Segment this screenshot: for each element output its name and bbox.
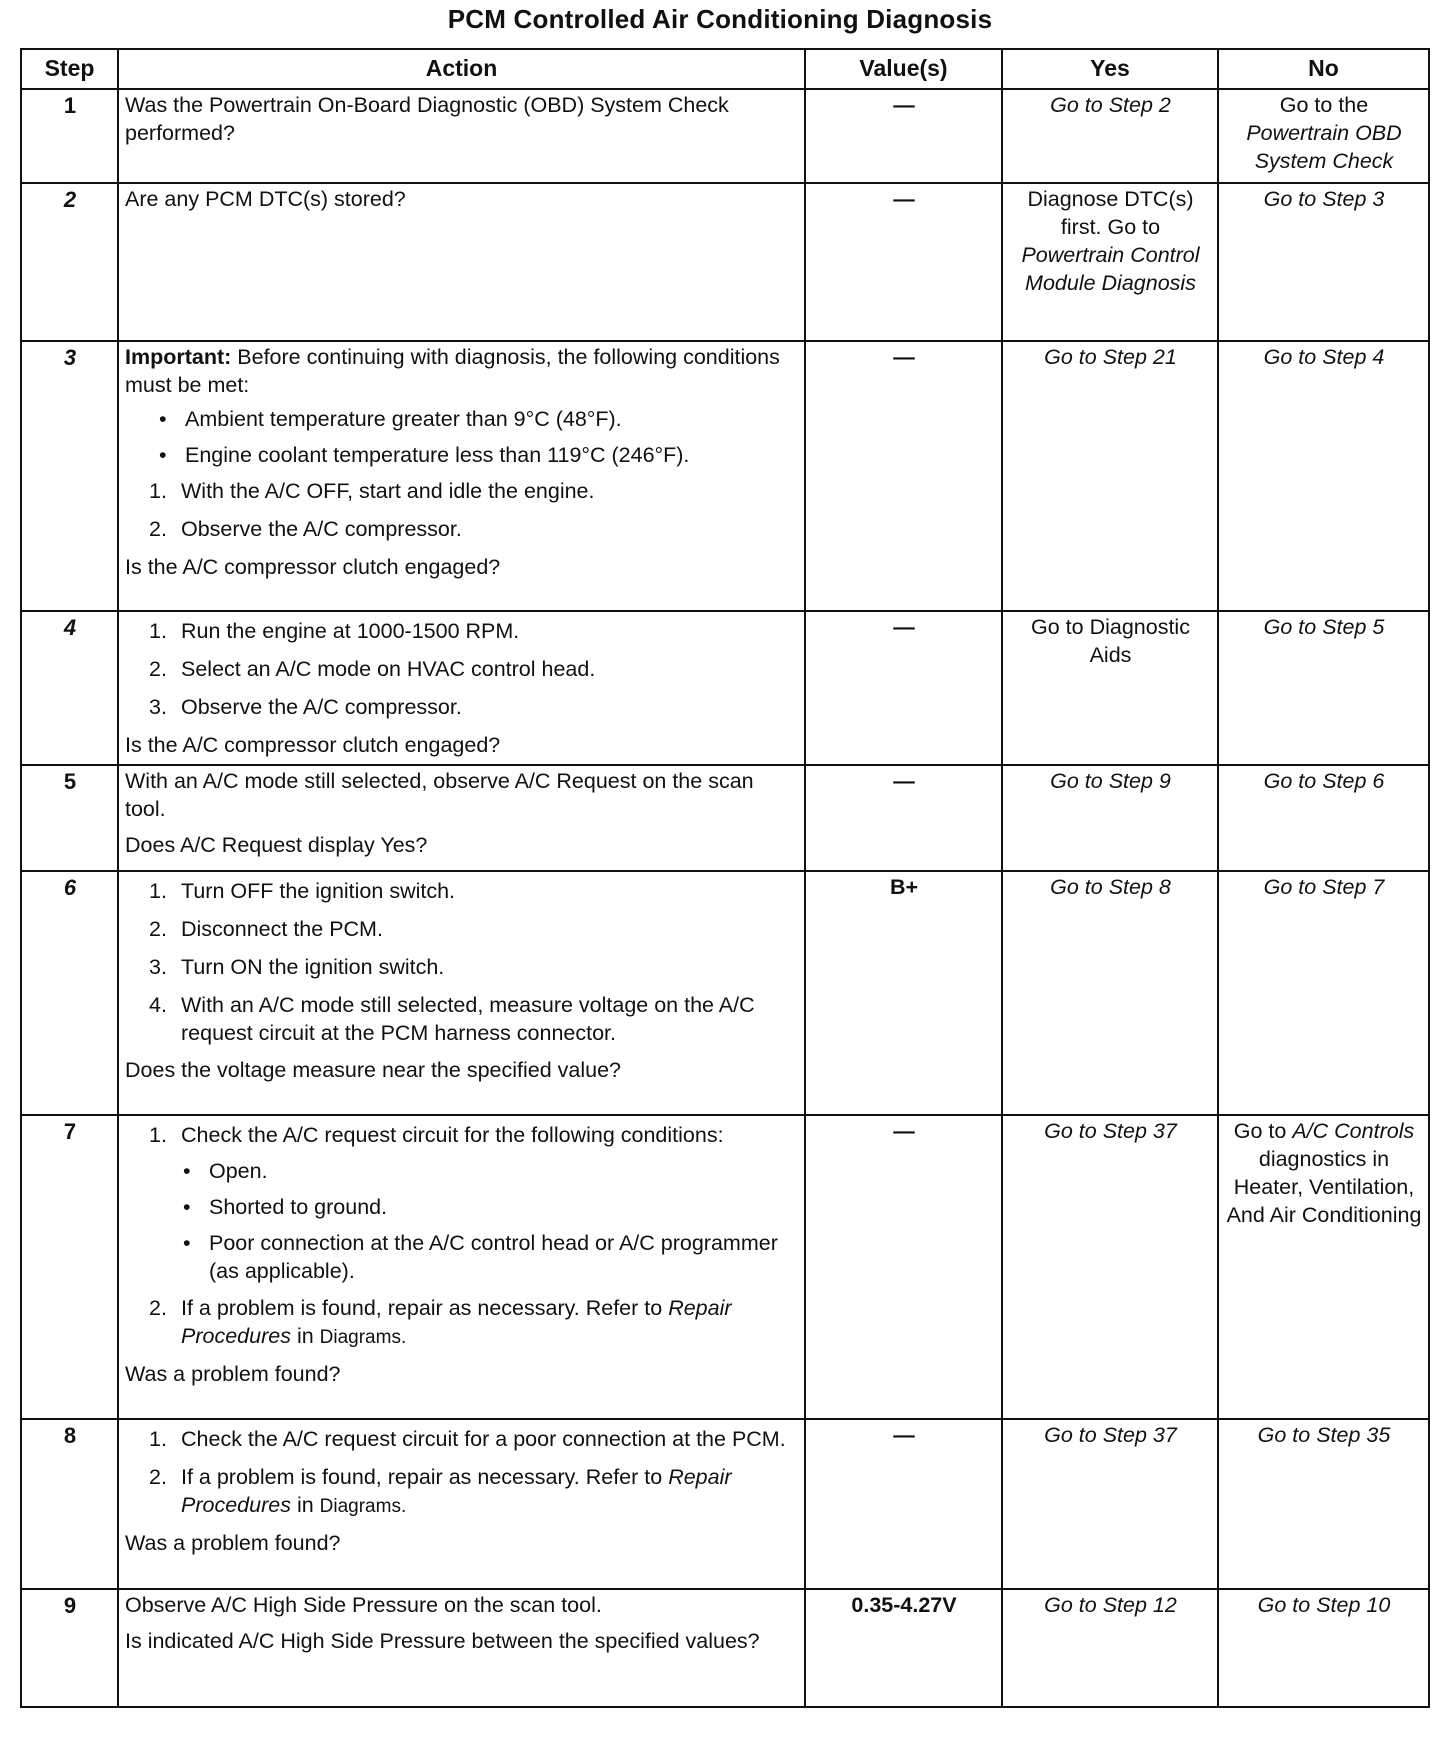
list-item: 2. If a problem is found, repair as necessary. Refer to Repair Procedures in Diagrams. <box>149 1296 732 1349</box>
procedure-text: If a problem is found, repair as necessary. Refer to <box>181 1296 663 1321</box>
no-text: Go to the <box>1279 93 1369 117</box>
action-question: Was a problem found? <box>125 1362 341 1387</box>
list-item: • Ambient temperature greater than 9°C (48°F). <box>159 406 799 434</box>
step-number: 9 <box>21 1589 118 1707</box>
no-text: Go to <box>1233 1118 1287 1143</box>
procedure-text: Turn OFF the ignition switch. <box>181 878 456 903</box>
header-action: Action <box>118 49 805 89</box>
step-number: 8 <box>21 1419 118 1589</box>
action-cell <box>118 1589 805 1707</box>
important-note <box>125 344 799 400</box>
action-cell <box>118 611 805 765</box>
action-cell <box>118 341 805 611</box>
action-question: Does A/C Request display Yes? <box>125 832 428 857</box>
step-number: 4 <box>21 611 118 765</box>
procedure-text: Check the A/C request circuit for the following conditions: <box>181 1122 724 1147</box>
no-reference: A/C Controls <box>1292 1118 1415 1143</box>
yes-cell: Go to Step 37 <box>1002 1115 1218 1419</box>
procedure-text: If a problem is found, repair as necessary. Refer to <box>181 1464 663 1489</box>
list-item: 2. Disconnect the PCM. <box>149 916 383 941</box>
table-row <box>21 341 1429 611</box>
action-question: Is the A/C compressor clutch engaged? <box>125 554 501 579</box>
yes-cell: Go to Step 12 <box>1002 1589 1218 1707</box>
value-cell: — <box>805 611 1002 765</box>
yes-cell: Go to Step 21 <box>1002 341 1218 611</box>
action-text: Are any PCM DTC(s) stored? <box>125 187 406 211</box>
value-cell: — <box>805 183 1002 341</box>
action-text: With an A/C mode still selected, observe A/C Request on the scan tool. <box>125 768 754 821</box>
condition-list <box>181 1158 799 1286</box>
table-row <box>21 183 1429 341</box>
list-item: • Shorted to ground. <box>181 1194 799 1222</box>
action-question: Is indicated A/C High Side Pressure between the specified values? <box>125 1628 760 1653</box>
list-item: 2. Select an A/C mode on HVAC control head. <box>149 656 596 681</box>
action-cell <box>118 765 805 871</box>
repair-procedures-link: Repair Procedures <box>181 1464 732 1517</box>
list-item: 1. With the A/C OFF, start and idle the engine. <box>149 478 595 503</box>
list-item: 3. Turn ON the ignition switch. <box>149 954 445 979</box>
action-text: Was the Powertrain On-Board Diagnostic (OBD) System Check performed? <box>125 93 729 145</box>
procedure-text: Observe the A/C compressor. <box>181 694 462 719</box>
no-text: diagnostics in Heater, Ventilation, And Air Conditioning <box>1226 1146 1422 1227</box>
yes-reference: Powertrain Control Module Diagnosis <box>1021 242 1200 295</box>
list-item: 3. Observe the A/C compressor. <box>149 694 462 719</box>
list-item: 1. Run the engine at 1000-1500 RPM. <box>149 619 520 643</box>
step-number: 1 <box>21 89 118 183</box>
procedure-text: Observe the A/C compressor. <box>181 516 462 541</box>
no-cell: Go to Step 7 <box>1218 871 1429 1115</box>
step-number: 3 <box>21 341 118 611</box>
list-item: 4. With an A/C mode still selected, measure voltage on the A/C request circuit at the PCM harness connector. <box>149 992 755 1045</box>
procedure-text: Check the A/C request circuit for a poor connection at the PCM. <box>181 1426 786 1451</box>
page-title: PCM Controlled Air Conditioning Diagnosis <box>447 4 993 34</box>
no-reference: Powertrain OBD System Check <box>1246 120 1402 173</box>
procedure-text: Run the engine at 1000-1500 RPM. <box>181 619 520 643</box>
action-question: Does the voltage measure near the specified value? <box>125 1058 622 1083</box>
important-label: Important: <box>125 345 232 369</box>
table-row <box>21 89 1429 183</box>
list-item: • Open. <box>181 1158 799 1186</box>
table-row <box>21 1115 1429 1419</box>
no-cell: Go to Step 3 <box>1218 183 1429 341</box>
yes-cell: Go to Step 37 <box>1002 1419 1218 1589</box>
value-cell: — <box>805 341 1002 611</box>
step-number: 6 <box>21 871 118 1115</box>
table-row <box>21 611 1429 765</box>
repair-procedures-link: Repair Procedures <box>181 1296 732 1349</box>
header-step: Step <box>21 49 118 89</box>
no-cell: Go to Step 6 <box>1218 765 1429 871</box>
list-item: • Engine coolant temperature less than 119°C (246°F). <box>159 442 799 470</box>
procedure-text: in <box>296 1324 314 1349</box>
no-cell: Go to Step 4 <box>1218 341 1429 611</box>
yes-text: Diagnose DTC(s) first. Go to <box>1027 187 1194 239</box>
diagrams-reference: Diagrams. <box>319 1327 407 1349</box>
step-number: 7 <box>21 1115 118 1419</box>
list-item: 1. Check the A/C request circuit for the following conditions: • Open. • Shorted to ground. • Poor connection at the A/C control head or A/C programmer (as applicable). <box>149 1122 799 1286</box>
no-cell: Go to Step 10 <box>1218 1589 1429 1707</box>
yes-cell: Go to Step 2 <box>1002 89 1218 183</box>
diagrams-reference: Diagrams. <box>319 1495 407 1517</box>
procedure-list <box>125 878 799 1048</box>
action-cell <box>118 1419 805 1589</box>
diagnosis-table <box>20 48 1430 1708</box>
step-number: 5 <box>21 765 118 871</box>
header-row <box>21 49 1429 89</box>
procedure-text: Turn ON the ignition switch. <box>181 954 445 979</box>
yes-cell: Go to Step 8 <box>1002 871 1218 1115</box>
value-cell: — <box>805 1115 1002 1419</box>
table-row <box>21 765 1429 871</box>
table-row <box>21 871 1429 1115</box>
value-cell: B+ <box>805 871 1002 1115</box>
no-cell <box>1218 1115 1429 1419</box>
procedure-text: in <box>296 1492 314 1517</box>
procedure-text: With the A/C OFF, start and idle the engine. <box>181 478 595 503</box>
list-item: 1. Check the A/C request circuit for a poor connection at the PCM. <box>149 1426 786 1451</box>
important-text: Before continuing with diagnosis, the following conditions must be met: <box>125 345 780 397</box>
action-cell <box>118 1115 805 1419</box>
header-yes: Yes <box>1002 49 1218 89</box>
yes-cell <box>1002 183 1218 341</box>
procedure-list <box>125 478 799 544</box>
list-item: 2. If a problem is found, repair as necessary. Refer to Repair Procedures in Diagrams. <box>149 1464 732 1517</box>
step-number: 2 <box>21 183 118 341</box>
list-item: 1. Turn OFF the ignition switch. <box>149 878 456 903</box>
yes-cell: Go to Step 9 <box>1002 765 1218 871</box>
action-cell <box>118 183 805 341</box>
condition-list <box>125 406 799 470</box>
action-cell <box>118 89 805 183</box>
table-row <box>21 1419 1429 1589</box>
no-cell <box>1218 89 1429 183</box>
procedure-list <box>125 618 799 722</box>
value-cell: — <box>805 765 1002 871</box>
table-row <box>21 1589 1429 1707</box>
procedure-text: Select an A/C mode on HVAC control head. <box>181 656 596 681</box>
action-question: Is the A/C compressor clutch engaged? <box>125 732 501 757</box>
yes-cell: Go to Diagnostic Aids <box>1002 611 1218 765</box>
action-question: Was a problem found? <box>125 1530 341 1555</box>
no-cell: Go to Step 5 <box>1218 611 1429 765</box>
value-cell: 0.35-4.27V <box>805 1589 1002 1707</box>
list-item: • Poor connection at the A/C control head or A/C programmer (as applicable). <box>181 1230 799 1286</box>
header-values: Value(s) <box>805 49 1002 89</box>
value-cell: — <box>805 1419 1002 1589</box>
procedure-text: Disconnect the PCM. <box>181 916 383 941</box>
no-cell: Go to Step 35 <box>1218 1419 1429 1589</box>
value-cell: — <box>805 89 1002 183</box>
procedure-list <box>125 1122 799 1352</box>
action-cell <box>118 871 805 1115</box>
header-no: No <box>1218 49 1429 89</box>
action-text: Observe A/C High Side Pressure on the scan tool. <box>125 1592 602 1617</box>
list-item: 2. Observe the A/C compressor. <box>149 516 462 541</box>
procedure-text: With an A/C mode still selected, measure voltage on the A/C request circuit at the PCM harness connector. <box>181 992 755 1045</box>
procedure-list <box>125 1426 799 1520</box>
